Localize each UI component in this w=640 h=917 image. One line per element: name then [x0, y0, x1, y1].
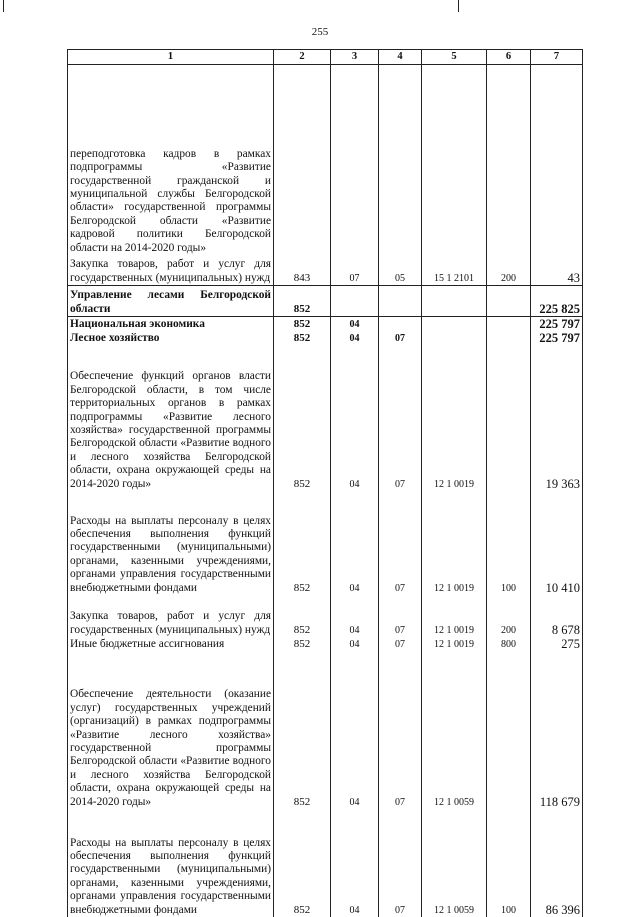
table-row — [68, 595, 583, 637]
table-row — [68, 651, 583, 809]
budget-table — [67, 49, 583, 917]
table-row — [68, 65, 583, 256]
row-subsection: 07 — [379, 809, 422, 917]
row-expense-type — [487, 65, 531, 256]
table-row — [68, 255, 583, 286]
row-section: 04 — [331, 637, 379, 651]
row-name: Расходы на выплаты персоналу в целях обеспечения выполнения функций государственными (муниципальными) органами, казенными учреждениями, органами управления государственными внебюджетными фондами — [68, 809, 274, 917]
header-col-3: 3 — [331, 50, 379, 65]
header-col-2: 2 — [274, 50, 331, 65]
row-target-article: 15 1 2101 — [422, 255, 487, 286]
row-section — [331, 286, 379, 317]
header-col-5: 5 — [422, 50, 487, 65]
row-section: 04 — [331, 595, 379, 637]
header-col-6: 6 — [487, 50, 531, 65]
row-section: 04 — [331, 317, 379, 332]
row-target-article: 12 1 0059 — [422, 651, 487, 809]
row-subsection: 07 — [379, 637, 422, 651]
row-ministry-code — [274, 65, 331, 256]
row-ministry-code: 852 — [274, 809, 331, 917]
row-expense-type — [487, 331, 531, 345]
row-subsection: 05 — [379, 255, 422, 286]
row-section: 04 — [331, 345, 379, 491]
row-amount: 275 — [531, 637, 583, 651]
row-amount: 225 797 — [531, 331, 583, 345]
row-name: Лесное хозяйство — [68, 331, 274, 345]
header-col-7: 7 — [531, 50, 583, 65]
row-subsection: 07 — [379, 595, 422, 637]
table-row — [68, 491, 583, 595]
row-amount: 43 — [531, 255, 583, 286]
table-header-row — [68, 50, 583, 65]
row-subsection — [379, 317, 422, 332]
table-row — [68, 809, 583, 917]
row-target-article: 12 1 0019 — [422, 491, 487, 595]
row-section: 07 — [331, 255, 379, 286]
row-ministry-code: 852 — [274, 595, 331, 637]
row-section: 04 — [331, 651, 379, 809]
row-name: Закупка товаров, работ и услуг для государственных (муниципальных) нужд — [68, 255, 274, 286]
table-row — [68, 331, 583, 345]
row-target-article — [422, 331, 487, 345]
row-expense-type — [487, 317, 531, 332]
row-amount: 19 363 — [531, 345, 583, 491]
row-subsection: 07 — [379, 651, 422, 809]
table-row — [68, 345, 583, 491]
row-section: 04 — [331, 809, 379, 917]
row-target-article — [422, 286, 487, 317]
row-ministry-code: 843 — [274, 255, 331, 286]
row-expense-type — [487, 345, 531, 491]
row-target-article: 12 1 0059 — [422, 809, 487, 917]
row-amount: 86 396 — [531, 809, 583, 917]
row-section: 04 — [331, 331, 379, 345]
row-target-article: 12 1 0019 — [422, 345, 487, 491]
row-name: Закупка товаров, работ и услуг для государственных (муниципальных) нужд — [68, 595, 274, 637]
row-section — [331, 65, 379, 256]
table-row — [68, 317, 583, 332]
row-amount: 225 825 — [531, 286, 583, 317]
row-target-article — [422, 317, 487, 332]
row-name: Иные бюджетные ассигнования — [68, 637, 274, 651]
page-edge-mark-left — [3, 0, 4, 12]
row-target-article — [422, 65, 487, 256]
row-target-article: 12 1 0019 — [422, 637, 487, 651]
row-expense-type: 800 — [487, 637, 531, 651]
row-amount: 10 410 — [531, 491, 583, 595]
row-expense-type: 200 — [487, 255, 531, 286]
row-ministry-code: 852 — [274, 286, 331, 317]
row-name: Обеспечение деятельности (оказание услуг) государственных учреждений (организаций) в рамках подпрограммы «Развитие лесного хозяйства» государственной программы Белгородской области «Развитие водного и лесного хозяйства Белгородской области, охрана окружающей среды на 2014-2020 годы» — [68, 651, 274, 809]
row-name: Обеспечение функций органов власти Белгородской области, в том числе территориальных органов в рамках подпрограммы «Развитие лесного хозяйства» государственной программы Белгородской области «Развитие водного и лесного хозяйства Белгородской области, охрана окружающей среды на 2014-2020 годы» — [68, 345, 274, 491]
row-ministry-code: 852 — [274, 331, 331, 345]
row-expense-type: 100 — [487, 491, 531, 595]
row-subsection — [379, 286, 422, 317]
row-ministry-code: 852 — [274, 651, 331, 809]
row-amount: 8 678 — [531, 595, 583, 637]
row-subsection: 07 — [379, 345, 422, 491]
row-ministry-code: 852 — [274, 491, 331, 595]
row-amount — [531, 65, 583, 256]
row-name: Расходы на выплаты персоналу в целях обеспечения выполнения функций государственными (муниципальными) органами, казенными учреждениями, органами управления государственными внебюджетными фондами — [68, 491, 274, 595]
row-expense-type — [487, 286, 531, 317]
row-subsection — [379, 65, 422, 256]
row-name: переподготовка кадров в рамках подпрограммы «Развитие государственной гражданской и муниципальной службы Белгородской области» государственной программы Белгородской области «Развитие кадровой политики Белгородской области на 2014-2020 годы» — [68, 65, 274, 256]
table-row — [68, 286, 583, 317]
row-amount: 225 797 — [531, 317, 583, 332]
row-ministry-code: 852 — [274, 317, 331, 332]
page-number: 255 — [311, 26, 329, 38]
row-ministry-code: 852 — [274, 345, 331, 491]
row-name: Национальная экономика — [68, 317, 274, 332]
row-section: 04 — [331, 491, 379, 595]
header-col-1: 1 — [68, 50, 274, 65]
header-col-4: 4 — [379, 50, 422, 65]
row-amount: 118 679 — [531, 651, 583, 809]
row-ministry-code: 852 — [274, 637, 331, 651]
row-expense-type: 100 — [487, 809, 531, 917]
row-subsection: 07 — [379, 491, 422, 595]
row-target-article: 12 1 0019 — [422, 595, 487, 637]
table-row — [68, 637, 583, 651]
row-expense-type — [487, 651, 531, 809]
row-expense-type: 200 — [487, 595, 531, 637]
row-subsection: 07 — [379, 331, 422, 345]
row-name: Управление лесами Белгородской области — [68, 286, 274, 317]
page-edge-mark-right — [458, 0, 459, 12]
